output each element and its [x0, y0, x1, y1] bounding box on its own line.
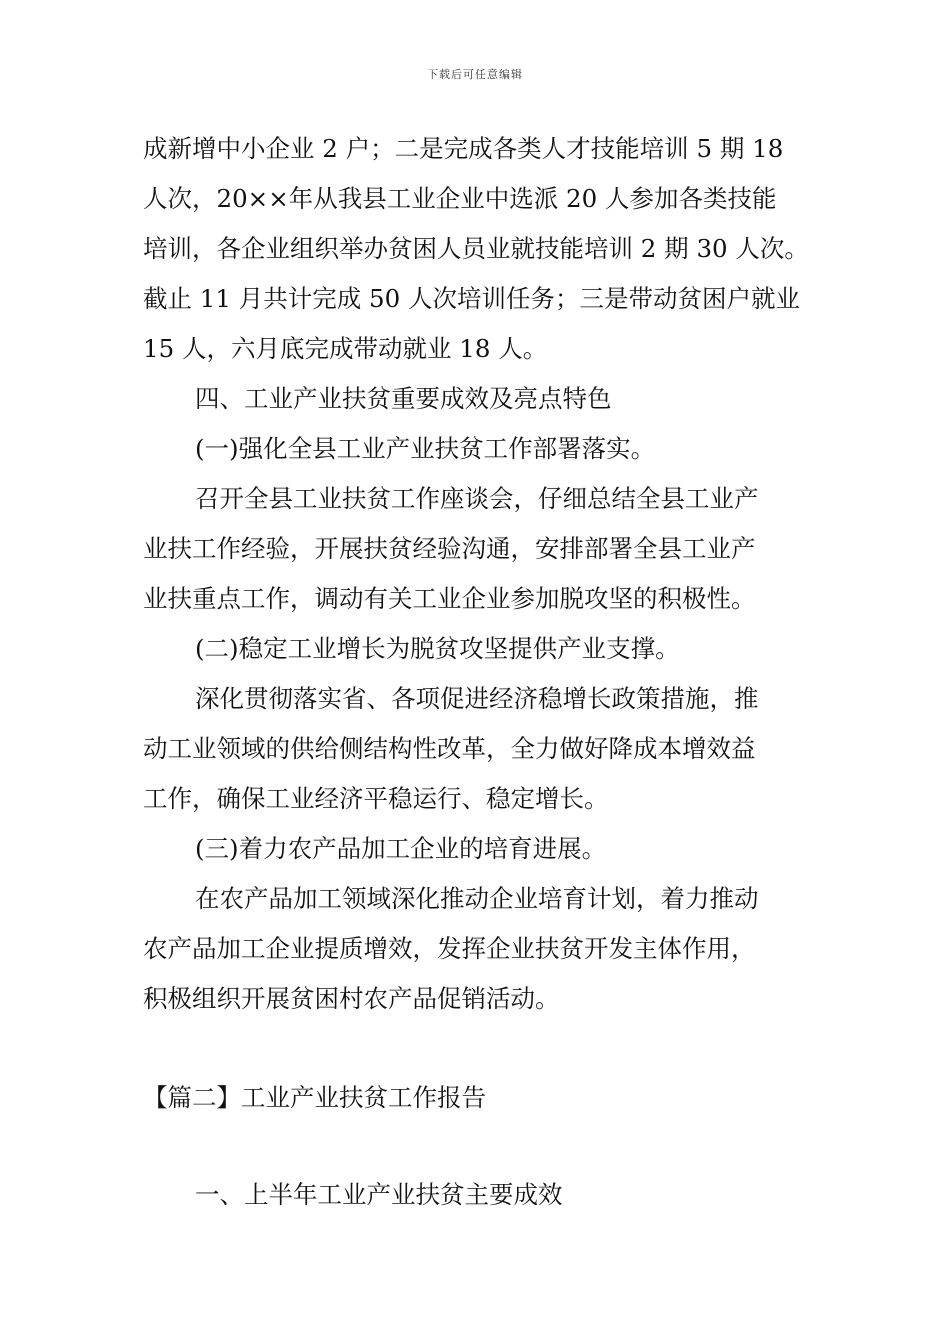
body-line: 业扶工作经验，开展扶贫经验沟通，安排部署全县工业产 — [143, 534, 756, 563]
body-line: 动工业领域的供给侧结构性改革，全力做好降成本增效益 — [143, 734, 756, 763]
body-line: 成新增中小企业 2 户；二是完成各类人才技能培训 5 期 18 — [143, 134, 784, 163]
body-line: 业扶重点工作，调动有关工业企业参加脱攻坚的积极性。 — [143, 584, 756, 613]
subsection-heading: (三)着力农产品加工企业的培育进展。 — [195, 834, 607, 863]
subsection-heading: (一)强化全县工业产业扶贫工作部署落实。 — [195, 434, 656, 463]
subsection-heading: (二)稳定工业增长为脱贫攻坚提供产业支撑。 — [195, 634, 680, 663]
body-line: 人次，20××年从我县工业企业中选派 20 人参加各类技能 — [143, 184, 777, 213]
document-body — [143, 124, 823, 1220]
page-header: 下载后可任意编辑 — [427, 68, 523, 81]
body-line: 深化贯彻落实省、各项促进经济稳增长政策措施，推 — [195, 684, 759, 713]
body-line: 召开全县工业扶贫工作座谈会，仔细总结全县工业产 — [195, 484, 759, 513]
body-line: 15 人，六月底完成带动就业 18 人。 — [143, 334, 548, 363]
body-line: 工作，确保工业经济平稳运行、稳定增长。 — [143, 784, 609, 813]
body-line: 积极组织开展贫困村农产品促销活动。 — [143, 984, 560, 1013]
body-line: 农产品加工企业提质增效，发挥企业扶贫开发主体作用， — [143, 934, 756, 963]
body-line: 在农产品加工领域深化推动企业培育计划，着力推动 — [195, 884, 759, 913]
section-heading: 一、上半年工业产业扶贫主要成效 — [195, 1180, 563, 1209]
section-heading: 四、工业产业扶贫重要成效及亮点特色 — [195, 384, 612, 413]
body-line: 培训，各企业组织举办贫困人员业就技能培训 2 期 30 人次。 — [143, 234, 809, 263]
chapter-title: 【篇二】工业产业扶贫工作报告 — [143, 1083, 486, 1112]
body-line: 截止 11 月共计完成 50 人次培训任务；三是带动贫困户就业 — [143, 284, 800, 313]
